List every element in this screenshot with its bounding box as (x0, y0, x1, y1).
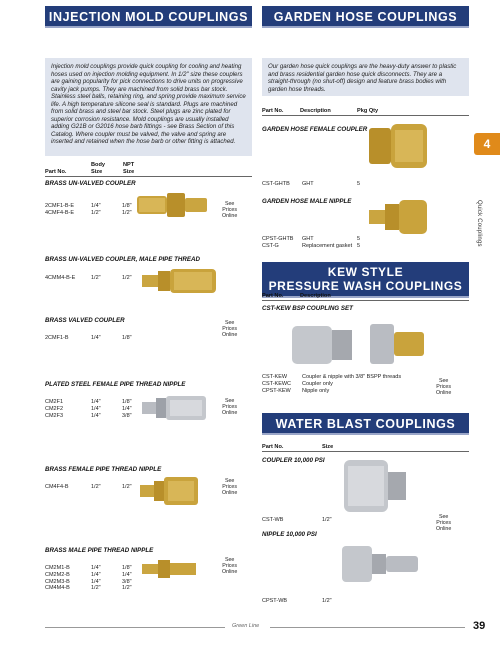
header-npt-size: NPT Size (123, 162, 135, 175)
section-title-steel-female-nipple: PLATED STEEL FEMALE PIPE THREAD NIPPLE (45, 381, 186, 388)
part-numbers: CM2M1-B CM2M2-B CM2M3-B CM4M4-B (45, 565, 70, 592)
part-numbers: CM2F1 CM2F2 CM2F3 (45, 399, 64, 419)
section-tab: 4 (474, 133, 500, 155)
injection-mold-table-header (45, 159, 252, 177)
brass-male-nipple-image (140, 556, 200, 582)
side-label: Quick Couplings (476, 200, 482, 247)
garden-table-header (262, 106, 469, 116)
page-number: 39 (473, 620, 486, 632)
header-description: Description (300, 293, 331, 299)
part-numbers: CST-GHTB (262, 181, 290, 187)
body-sizes: 1/4" (91, 335, 101, 341)
water-blast-coupler-image (340, 456, 410, 516)
brass-female-nipple-image (138, 474, 202, 508)
npt-sizes: 1/8" 1/2" (122, 203, 132, 216)
header-part-no: Part No. (45, 169, 67, 175)
npt-sizes: 1/8" 1/4" 3/8" (122, 399, 132, 419)
section-title-brass-valved-coupler: BRASS VALVED COUPLER (45, 317, 125, 324)
see-prices-online: See Prices Online (222, 557, 238, 575)
water-table-header (262, 444, 469, 452)
npt-sizes: 1/8" (122, 335, 132, 341)
footer-text: Green Line (232, 623, 260, 629)
injection-mold-intro: Injection mold couplings provide quick coupling for cooling and heating hoses used on injection molding equipment. In 1/2" size these couplers are gaining popularity for pick connections to drive units on progressive cavity jack pumps. They are machined from solid brass bar stock. Stainless steel balls, retaining ring, and spring provide maximum service life. A high temperature silicone seal is standard. Plugs are machined from solid brass and steel bar stock. Steel plugs are zinc plated for superior corrosion resistance. Mold couplings are usually installed adding G21B or G2016 hose barb fittings - see Brass Section of this Catalog. Where coupler must be valved, the valve and spring are inserted and retained when the hose barb or other fitting is attached. (45, 58, 252, 156)
section-title-garden-female: GARDEN HOSE FEMALE COUPLER (262, 126, 368, 133)
part-numbers: CST-WB (262, 517, 284, 523)
brass-coupler-image (135, 190, 210, 220)
body-sizes: 1/2" (91, 484, 101, 490)
body-sizes: 1/2" (91, 275, 101, 281)
section-title-kew-set: CST-KEW BSP COUPLING SET (262, 305, 353, 312)
garden-hose-intro: Our garden hose quick couplings are the heavy-duty answer to plastic and brass residential garden hose quick disconnects. They are a straight-through (no shut-off) design and feature brass bodies with garden hose threads. (262, 58, 469, 96)
see-prices-online: See Prices Online (222, 320, 238, 338)
kew-banner-line2: PRESSURE WASH COUPLINGS (268, 279, 463, 293)
section-title-garden-male: GARDEN HOSE MALE NIPPLE (262, 198, 352, 205)
part-numbers: 4CMM4-B-E (45, 275, 76, 281)
steel-nipple-image (140, 392, 210, 424)
descriptions: GHT (302, 181, 314, 187)
header-pkg-qty: Pkg Qty (357, 108, 379, 114)
header-part-no: Part No. (262, 293, 284, 299)
sizes: 1/2" (322, 598, 332, 604)
part-numbers: 2CMF1-B-E 4CMF4-B-E (45, 203, 75, 216)
injection-mold-banner: INJECTION MOLD COUPLINGS (45, 6, 252, 28)
see-prices-online: See Prices Online (222, 398, 238, 416)
water-blast-banner: WATER BLAST COUPLINGS (262, 413, 469, 435)
body-sizes: 1/4" 1/2" (91, 203, 101, 216)
part-numbers: CST-KEW CST-KEWC CPST-KEW (262, 374, 292, 394)
sizes: 1/2" (322, 517, 332, 523)
footer-rule-right (270, 627, 465, 628)
body-sizes: 1/4" 1/4" 1/4" (91, 399, 101, 419)
section-title-brass-male-nipple: BRASS MALE PIPE THREAD NIPPLE (45, 547, 154, 554)
garden-female-coupler-image (367, 122, 429, 170)
npt-sizes: 1/2" (122, 275, 132, 281)
descriptions: Coupler & nipple with 3/8" BSPP threads Coupler only Nipple only (302, 374, 402, 394)
kew-coupling-set-image (290, 318, 430, 372)
section-title-male-pipe-coupler: BRASS UN-VALVED COUPLER, MALE PIPE THREAD (45, 256, 200, 263)
section-title-brass-unvalved-coupler: BRASS UN-VALVED COUPLER (45, 180, 136, 187)
footer-rule-left (45, 627, 225, 628)
part-numbers: CM4F4-B (45, 484, 69, 490)
header-part-no: Part No. (262, 444, 284, 450)
kew-banner-line1: KEW STYLE (327, 265, 404, 279)
section-title-brass-female-nipple: BRASS FEMALE PIPE THREAD NIPPLE (45, 466, 162, 473)
header-size: Size (322, 444, 334, 450)
garden-hose-banner: GARDEN HOSE COUPLINGS (262, 6, 469, 28)
npt-sizes: 1/8" 1/4" 3/8" 1/2" (122, 565, 132, 592)
part-numbers: CPST-GHTB CST-G (262, 236, 294, 249)
water-blast-nipple-image (340, 540, 422, 588)
see-prices-online: See Prices Online (436, 514, 452, 532)
part-numbers: CPST-WB (262, 598, 288, 604)
kew-table-header (262, 293, 469, 301)
see-prices-online: See Prices Online (222, 201, 238, 219)
pkg-qty: 5 5 (357, 236, 361, 249)
header-body-size: Body Size (91, 162, 105, 175)
section-title-coupler-10000: COUPLER 10,000 PSI (262, 457, 325, 464)
section-title-nipple-10000: NIPPLE 10,000 PSI (262, 531, 317, 538)
pkg-qty: 5 (357, 181, 361, 187)
part-numbers: 2CMF1-B (45, 335, 69, 341)
see-prices-online: See Prices Online (222, 478, 238, 496)
body-sizes: 1/4" 1/4" 1/4" 1/2" (91, 565, 101, 592)
header-description: Description (300, 108, 331, 114)
brass-male-coupler-image (140, 265, 220, 297)
npt-sizes: 1/2" (122, 484, 132, 490)
header-part-no: Part No. (262, 108, 284, 114)
descriptions: GHT Replacement gasket (302, 236, 353, 249)
see-prices-online: See Prices Online (436, 378, 452, 396)
garden-male-nipple-image (367, 198, 429, 236)
